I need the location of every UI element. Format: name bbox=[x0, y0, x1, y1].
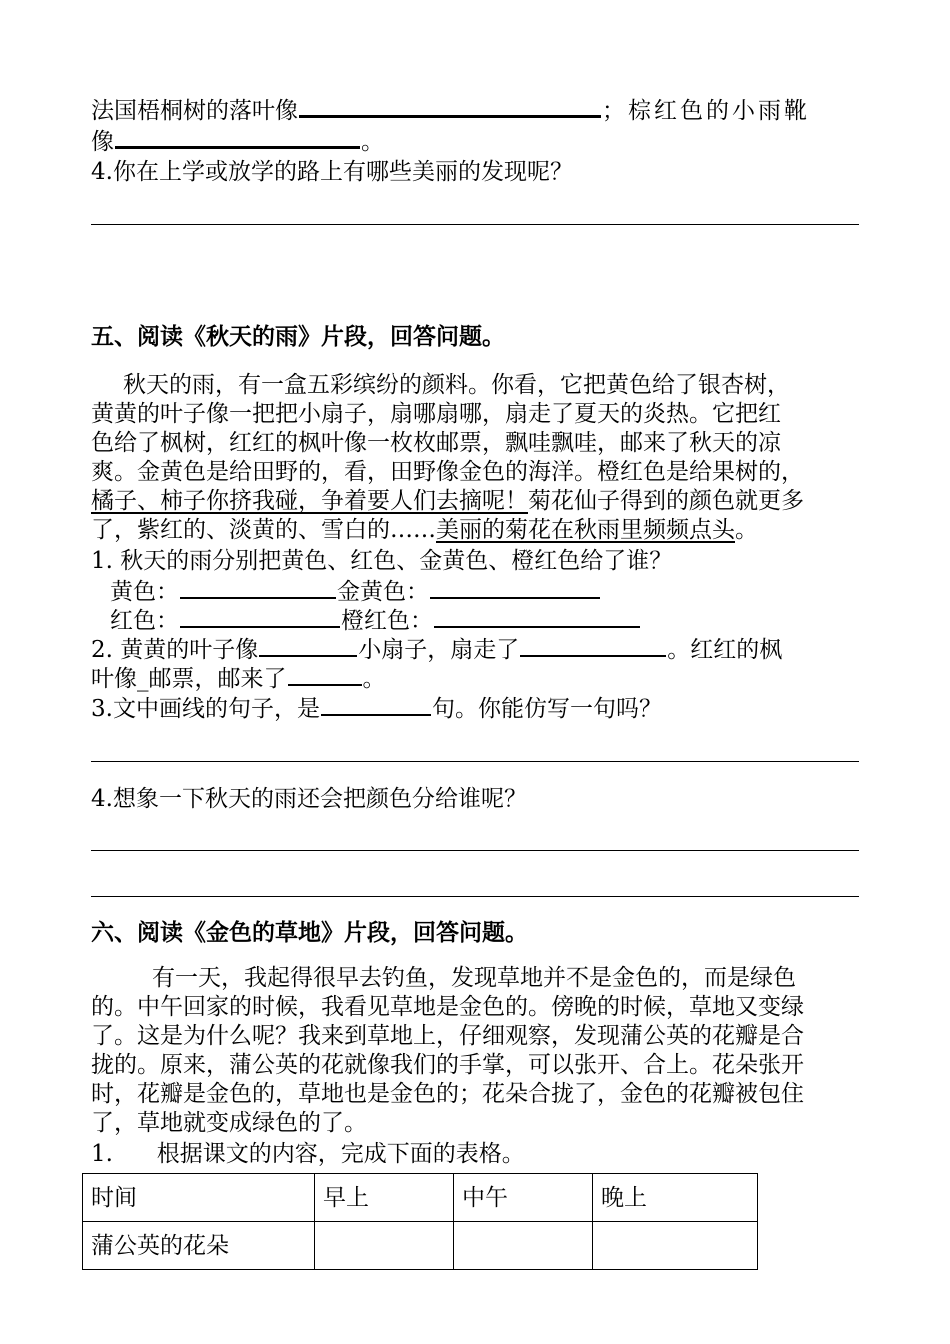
table-row bbox=[83, 1222, 758, 1270]
answer-line[interactable] bbox=[91, 896, 859, 897]
leaves-text: 法国梧桐树的落叶像 bbox=[91, 98, 298, 124]
q2-text: 。红红的枫 bbox=[667, 637, 783, 663]
color-row-1 bbox=[110, 577, 601, 607]
section-6-heading: 六、阅读《金色的草地》片段，回答问题。 bbox=[91, 919, 528, 946]
question-4: 4.想象一下秋天的雨还会把颜色分给谁呢？ bbox=[91, 786, 527, 812]
answer-blank[interactable] bbox=[321, 713, 431, 716]
passage-line: 爽。金黄色是给田野的，看，田野像金色的海洋。橙红色是给果树的， bbox=[91, 459, 804, 485]
passage-line: 色给了枫树，红红的枫叶像一枚枚邮票，飘哇飘哇，邮来了秋天的凉 bbox=[91, 430, 781, 456]
red-label: 红色： bbox=[110, 608, 179, 634]
gold-blank[interactable] bbox=[430, 596, 600, 599]
q2-text: 叶像_邮票，邮来了 bbox=[91, 666, 287, 692]
passage-text: 菊花仙子得到的颜色就更多 bbox=[528, 488, 804, 514]
yellow-blank[interactable] bbox=[180, 596, 336, 599]
question-2-line-2 bbox=[91, 664, 386, 694]
answer-line[interactable] bbox=[91, 224, 859, 225]
answer-blank[interactable] bbox=[288, 683, 362, 686]
q3-text: 句。你能仿写一句吗？ bbox=[431, 696, 662, 722]
passage-line: 的。中午回家的时候，我看见草地是金色的。傍晚的时候，草地又变绿 bbox=[91, 994, 804, 1020]
answer-table bbox=[82, 1173, 758, 1270]
passage-line bbox=[91, 515, 758, 545]
period: 。 bbox=[361, 129, 384, 155]
underlined-sentence: 橘子、柿子你挤我碰，争着要人们去摘呢！ bbox=[91, 488, 528, 514]
passage-text: 。 bbox=[735, 517, 758, 543]
passage-line: 了。这是为什么呢？我来到草地上，仔细观察，发现蒲公英的花瓣是合 bbox=[91, 1023, 804, 1049]
table-answer-cell[interactable] bbox=[315, 1222, 454, 1270]
table-header-cell: 晚上 bbox=[593, 1174, 758, 1222]
passage-line: 黄黄的叶子像一把把小扇子，扇哪扇哪，扇走了夏天的炎热。它把红 bbox=[91, 401, 781, 427]
fill-line-leaves bbox=[91, 96, 810, 126]
fill-line-boots bbox=[91, 127, 384, 157]
table-answer-cell[interactable] bbox=[593, 1222, 758, 1270]
passage-line: 了，草地就变成绿色的了。 bbox=[91, 1110, 367, 1136]
table-header-cell: 中午 bbox=[454, 1174, 593, 1222]
q2-text: 小扇子，扇走了 bbox=[358, 637, 520, 663]
table-header-cell: 早上 bbox=[315, 1174, 454, 1222]
question-3 bbox=[91, 694, 662, 724]
table-answer-cell[interactable] bbox=[454, 1222, 593, 1270]
passage-line: 秋天的雨，有一盒五彩缤纷的颜料。你看，它把黄色给了银杏树， bbox=[123, 372, 790, 398]
question-1: 1. 秋天的雨分别把黄色、红色、金黄色、橙红色给了谁？ bbox=[91, 548, 673, 574]
question-1-s6: 1. 根据课文的内容，完成下面的表格。 bbox=[91, 1141, 525, 1167]
passage-line bbox=[91, 486, 804, 516]
table-header-cell: 时间 bbox=[83, 1174, 315, 1222]
question-2-line-1 bbox=[91, 635, 782, 665]
answer-line[interactable] bbox=[91, 850, 859, 851]
color-row-2 bbox=[110, 606, 641, 636]
orange-label: 橙红色： bbox=[341, 608, 433, 634]
passage-line: 拢的。原来，蒲公英的花就像我们的手掌，可以张开、合上。花朵张开 bbox=[91, 1052, 804, 1078]
answer-blank[interactable] bbox=[299, 114, 601, 118]
question-4-top: 4.你在上学或放学的路上有哪些美丽的发现呢？ bbox=[91, 159, 573, 185]
boots-text-2: 像 bbox=[91, 129, 114, 155]
boots-text: ；棕红色的小雨靴 bbox=[602, 98, 810, 124]
answer-line[interactable] bbox=[91, 761, 859, 762]
passage-line: 时，花瓣是金色的，草地也是金色的；花朵合拢了，金色的花瓣被包住 bbox=[91, 1081, 804, 1107]
red-blank[interactable] bbox=[180, 625, 340, 628]
table-row-label: 蒲公英的花朵 bbox=[83, 1222, 315, 1270]
answer-blank[interactable] bbox=[115, 145, 360, 149]
table-row bbox=[83, 1174, 758, 1222]
gold-label: 金黄色： bbox=[337, 579, 429, 605]
passage-line: 有一天，我起得很早去钓鱼，发现草地并不是金色的，而是绿色 bbox=[152, 965, 796, 991]
section-5-heading: 五、阅读《秋天的雨》片段，回答问题。 bbox=[91, 323, 505, 350]
q2-text: 2. 黄黄的叶子像 bbox=[91, 637, 259, 663]
answer-blank[interactable] bbox=[520, 654, 666, 657]
answer-blank[interactable] bbox=[259, 654, 357, 657]
underlined-sentence: 美丽的菊花在秋雨里频频点头 bbox=[436, 517, 735, 543]
yellow-label: 黄色： bbox=[110, 579, 179, 605]
q3-text: 3.文中画线的句子，是 bbox=[91, 696, 320, 722]
q2-text: 。 bbox=[362, 666, 386, 692]
orange-blank[interactable] bbox=[434, 625, 640, 628]
passage-text: 了，紫红的、淡黄的、雪白的…… bbox=[91, 517, 436, 543]
